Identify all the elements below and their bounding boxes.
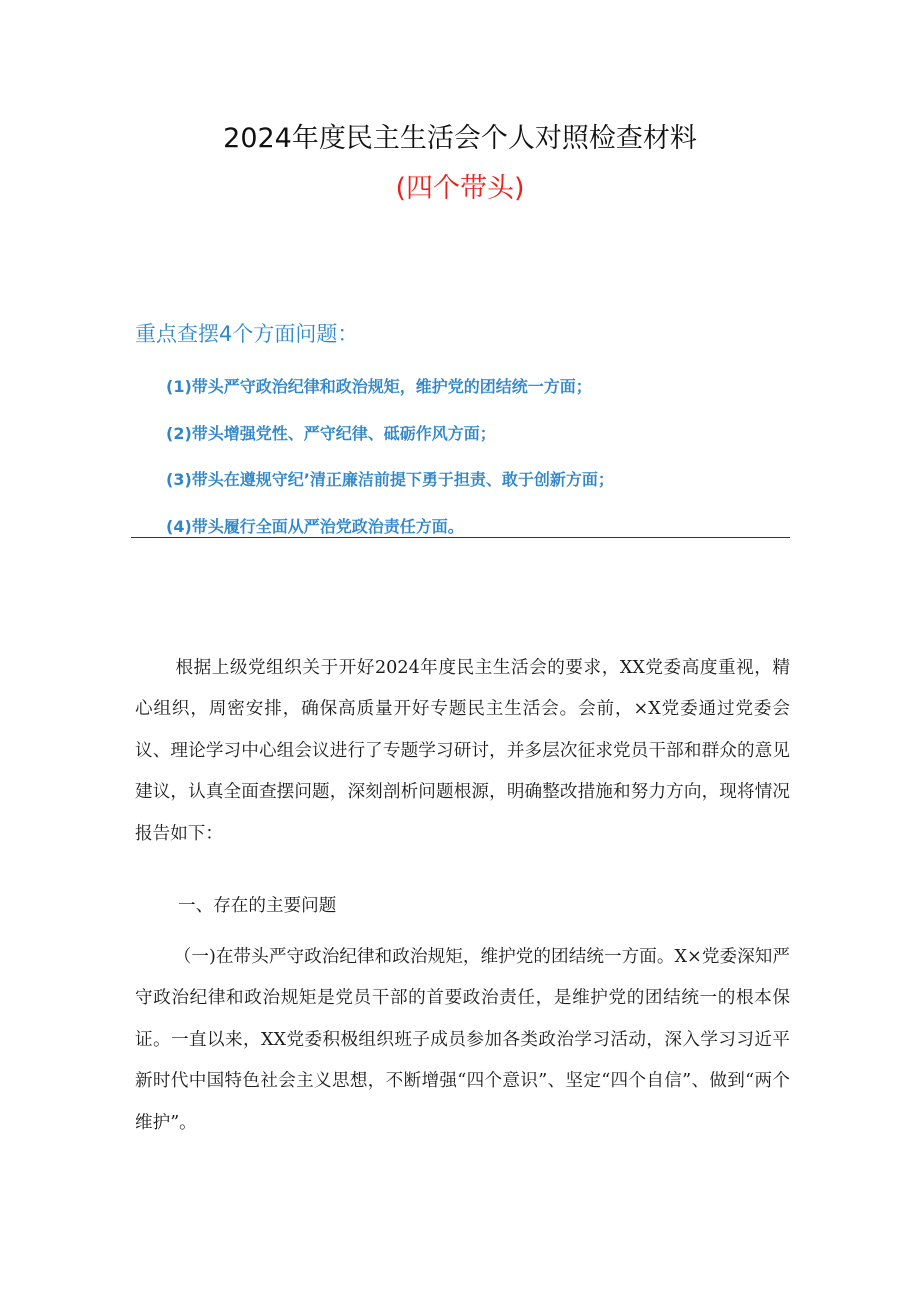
- focus-heading: 重点查摆4个方面问题：: [135, 322, 359, 346]
- document-subtitle: (四个带头): [395, 173, 525, 204]
- focus-item: (2)带头增强党性、严守纪律、砥砺作风方面；: [166, 423, 496, 443]
- document-title: 2024年度民主生活会个人对照检查材料: [223, 123, 697, 154]
- focus-item: (4)带头履行全面从严治党政治责任方面。: [166, 516, 464, 536]
- focus-list: [166, 373, 614, 559]
- horizontal-rule: [131, 537, 790, 538]
- section-heading: 一、存在的主要问题: [178, 896, 337, 916]
- body-paragraph: （一)在带头严守政治纪律和政治规矩，维护党的团结统一方面。X×党委深知严守政治纪律和政治规矩是党员干部的首要政治责任，是维护党的团结统一的根本保证。一直以来，XX党委积极组织班子成员参加各类政治学习活动，深入学习习近平新时代中国特色社会主义思想，不断增强“四个意识”、坚定“四个自信”、做到“两个维护”。: [135, 947, 790, 1133]
- focus-item: (3)带头在遵规守纪’清正廉洁前提下勇于担责、敢于创新方面；: [166, 470, 614, 489]
- intro-paragraph: 根据上级党组织关于开好2024年度民主生活会的要求，XX党委高度重视，精心组织，周密安排，确保高质量开好专题民主生活会。会前，×X党委通过党委会议、理论学习中心组会议进行了专题学习研讨，并多层次征求党员干部和群众的意见建议，认真全面查摆问题，深刻剖析问题根源，明确整改措施和努力方向，现将情况报告如下：: [135, 658, 790, 844]
- focus-item: (1)带头严守政治纪律和政治规矩，维护党的团结统一方面；: [166, 377, 592, 396]
